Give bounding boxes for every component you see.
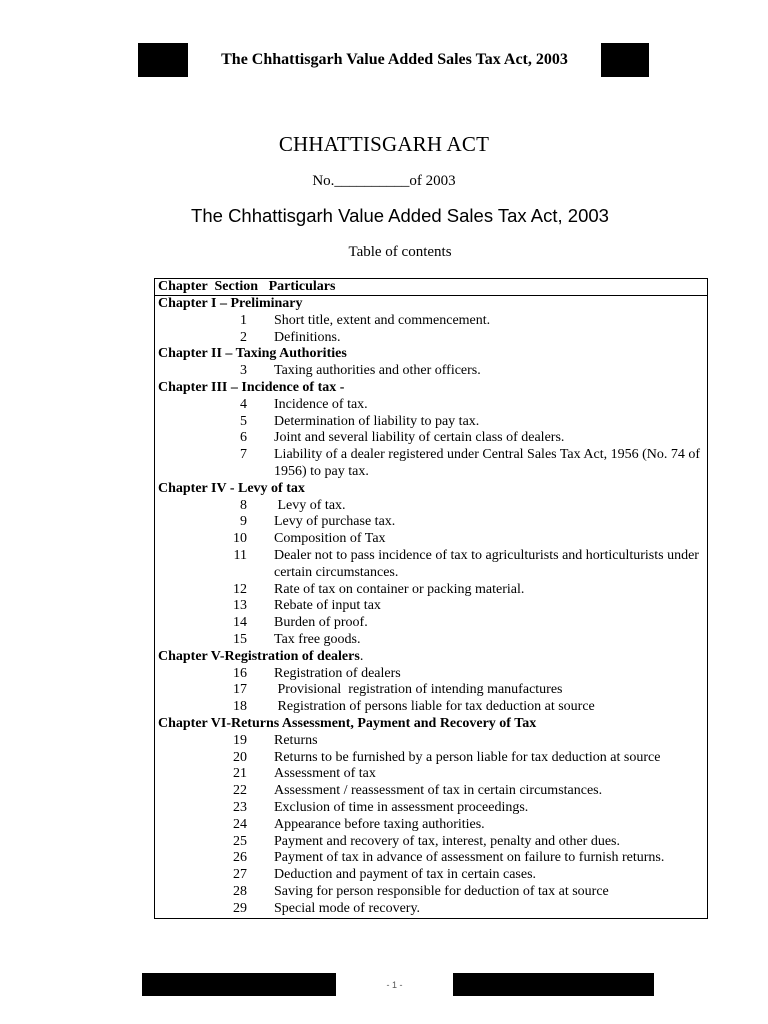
chapter-heading <box>155 716 707 733</box>
section-title: Joint and several liability of certain class of dealers. <box>274 430 565 446</box>
section-number: 20 <box>233 749 247 765</box>
chapter-title: Chapter I – Preliminary <box>158 296 303 311</box>
section-title: Registration of persons liable for tax deduction at source <box>274 699 595 715</box>
chapter-title: Chapter III – Incidence of tax - <box>158 379 345 395</box>
section-title: Levy of purchase tax. <box>274 514 396 530</box>
section-row <box>155 834 707 851</box>
section-number: 21 <box>233 766 247 782</box>
chapter-heading <box>155 649 707 666</box>
section-row <box>155 817 707 834</box>
section-number: 15 <box>233 631 247 647</box>
section-row <box>155 699 707 716</box>
section-row <box>155 632 707 649</box>
section-number: 18 <box>233 699 247 715</box>
chapter-title: Chapter IV - Levy of tax <box>158 480 305 496</box>
section-row <box>155 783 707 800</box>
act-number-line: No.__________of 2003 <box>312 173 456 189</box>
section-row <box>155 498 707 515</box>
section-row <box>155 363 707 380</box>
section-title: Composition of Tax <box>274 531 386 547</box>
section-row <box>155 884 707 901</box>
section-row <box>155 666 707 683</box>
section-row <box>155 682 707 699</box>
section-title: Determination of liability to pay tax. <box>274 413 480 429</box>
section-number: 26 <box>233 850 247 866</box>
section-title: Assessment of tax <box>274 766 376 782</box>
section-number: 10 <box>233 531 247 547</box>
section-title: Appearance before taxing authorities. <box>274 816 485 832</box>
section-row <box>155 867 707 884</box>
section-title: Definitions. <box>274 329 341 345</box>
header-title: The Chhattisgarh Value Added Sales Tax Act, 2003 <box>188 43 601 77</box>
chapter-heading <box>155 346 707 363</box>
section-row <box>155 750 707 767</box>
section-number: 2 <box>240 329 247 345</box>
section-title: Incidence of tax. <box>274 396 368 412</box>
section-title: Special mode of recovery. <box>274 900 421 916</box>
section-row <box>155 430 707 447</box>
section-title: Dealer not to pass incidence of tax to agriculturists and horticulturists under certain circumstances. <box>274 547 703 580</box>
section-title: Payment and recovery of tax, interest, penalty and other dues. <box>274 833 620 849</box>
section-row <box>155 850 707 867</box>
section-number: 29 <box>233 900 247 916</box>
section-title: Short title, extent and commencement. <box>274 312 491 328</box>
section-row <box>155 330 707 347</box>
section-title: Saving for person responsible for deduction of tax at source <box>274 883 609 899</box>
section-title: Deduction and payment of tax in certain cases. <box>274 867 537 883</box>
page-number: - 1 - <box>336 973 453 996</box>
act-title: CHHATTISGARH ACT <box>278 132 490 156</box>
section-title: Provisional registration of intending manufactures <box>274 682 563 698</box>
section-number: 3 <box>240 363 247 379</box>
chapter-title: Chapter II – Taxing Authorities <box>158 346 347 362</box>
section-number: 4 <box>240 396 247 412</box>
section-row <box>155 615 707 632</box>
chapter-title: Chapter V-Registration of dealers <box>158 648 360 664</box>
chapter-heading <box>155 481 707 498</box>
section-number: 6 <box>240 430 247 446</box>
section-title: Tax free goods. <box>274 631 361 647</box>
section-row <box>155 531 707 548</box>
toc-header: Chapter Section Particulars <box>155 279 707 296</box>
section-row <box>155 598 707 615</box>
section-number: 16 <box>233 665 247 681</box>
section-title: Returns <box>274 732 318 748</box>
section-row <box>155 447 707 481</box>
section-title: Rebate of input tax <box>274 598 381 614</box>
section-title: Payment of tax in advance of assessment on failure to furnish returns. <box>274 850 665 866</box>
section-number: 22 <box>233 783 247 799</box>
section-row <box>155 582 707 599</box>
section-title: Assessment / reassessment of tax in certain circumstances. <box>274 783 603 799</box>
toc-title: Table of contents <box>348 244 452 260</box>
section-row <box>155 548 707 582</box>
section-number: 7 <box>240 447 247 463</box>
section-number: 17 <box>233 682 247 698</box>
section-number: 5 <box>240 413 247 429</box>
section-row <box>155 766 707 783</box>
section-number: 12 <box>233 581 247 597</box>
chapter-title: Chapter VI-Returns Assessment, Payment and Recovery of Tax <box>158 715 537 731</box>
section-title: Returns to be furnished by a person liable for tax deduction at source <box>274 749 661 765</box>
section-title: Registration of dealers <box>274 665 401 681</box>
section-number: 11 <box>233 547 247 563</box>
section-number: 27 <box>233 867 247 883</box>
chapter-title-suffix: . <box>359 648 364 664</box>
section-row <box>155 313 707 330</box>
section-title: Taxing authorities and other officers. <box>274 363 481 379</box>
section-row <box>155 800 707 817</box>
section-number: 1 <box>240 312 247 328</box>
section-number: 28 <box>233 883 247 899</box>
section-row <box>155 397 707 414</box>
section-row <box>155 901 707 918</box>
chapter-heading <box>155 296 707 313</box>
section-title: Burden of proof. <box>274 615 368 631</box>
section-title: Rate of tax on container or packing material. <box>274 581 525 597</box>
header-banner <box>138 43 649 77</box>
section-number: 8 <box>240 497 247 513</box>
section-number: 9 <box>240 514 247 530</box>
section-number: 23 <box>233 799 247 815</box>
section-row <box>155 514 707 531</box>
table-of-contents <box>154 278 708 919</box>
section-number: 13 <box>233 598 247 614</box>
section-title: Levy of tax. <box>274 497 346 513</box>
section-number: 25 <box>233 833 247 849</box>
section-row <box>155 414 707 431</box>
section-number: 19 <box>233 732 247 748</box>
section-number: 24 <box>233 816 247 832</box>
chapter-heading <box>155 380 707 397</box>
footer-banner <box>142 973 654 996</box>
act-name: The Chhattisgarh Value Added Sales Tax Act, 2003 <box>191 205 609 226</box>
toc-body <box>155 296 707 917</box>
section-number: 14 <box>233 615 247 631</box>
section-row <box>155 733 707 750</box>
section-title: Liability of a dealer registered under Central Sales Tax Act, 1956 (No. 74 of 1956) to pay tax. <box>274 447 704 479</box>
section-title: Exclusion of time in assessment proceedings. <box>274 799 529 815</box>
